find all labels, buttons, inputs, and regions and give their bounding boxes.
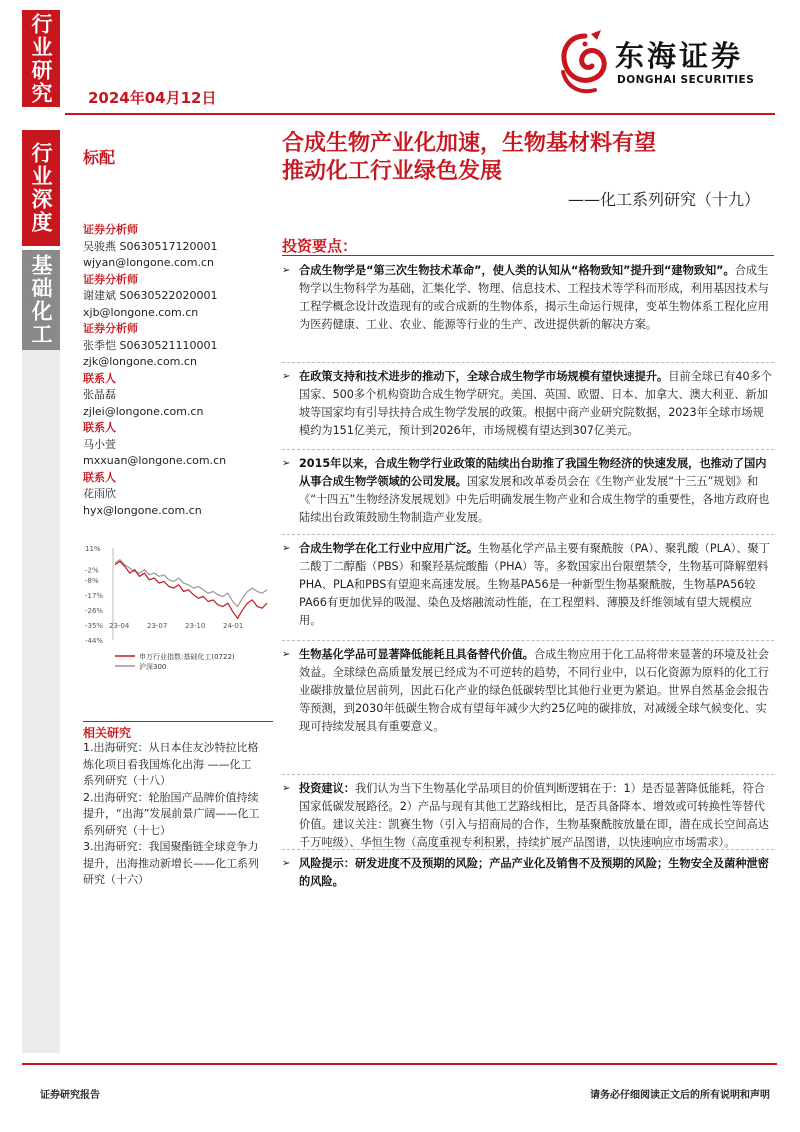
related-item-line: 系列研究（十八） <box>83 774 171 787</box>
analyst-role: 证券分析师 <box>83 322 138 335</box>
analyst-list <box>83 222 273 519</box>
bullet-separator <box>282 534 774 535</box>
series-line-chemical-index <box>115 561 267 618</box>
key-point-bold: 合成生物学是“第三次生物技术革命”，使人类的认知从“格物致知”提升到“建物致知”。 <box>299 264 735 277</box>
key-point-bold: 风险提示：研发进度不及预期的风险；产品产业化及销售不及预期的风险；生物安全及菌种泄密的风险。 <box>299 857 769 888</box>
key-point-text <box>299 368 772 440</box>
report-date: 2024年04月12日 <box>88 89 217 107</box>
related-item-line: 提升，“出海”发展前景广阔——化工 <box>83 807 260 820</box>
key-point-body: 我们认为当下生物基化学品项目的价值判断逻辑在于：1）是否显著降低能耗，符合国家低碳发展路径。2）产品与现有其他工艺路线相比，是否具备降本、增效或可转换性等替代价值。建议关注：凯赛生物（引入与招商局的合作，生物基聚酰胺放量在即，潜在成长空间高达千万吨级）、华恒生物（高度重视专利积累，持续扩展产品图谱，以快速响应市场需求）。 <box>299 782 769 849</box>
key-point-bold: 生物基化学品可显著降低能耗且具备替代价值。 <box>299 648 534 661</box>
logo-english-name: DONGHAI SECURITIES <box>617 74 755 86</box>
analyst-email: hyx@longone.com.cn <box>83 503 202 517</box>
key-point-body: 目前全球已有40多个国家、500多个机构资助合成生物学研究。美国、英国、欧盟、日本、加拿大、澳大利亚、新加坡等国家均有引导扶持合成生物学发展的政策。根据中商产业研究院数据，2023年全球市场规模约为151亿美元，预计到2026年，市场规模有望达到307亿美元。 <box>299 370 772 437</box>
related-divider <box>83 721 273 722</box>
analyst-email: mxxuan@longone.com.cn <box>83 454 227 467</box>
bullet-separator <box>282 774 774 775</box>
series-line-csi300 <box>115 560 267 607</box>
side-tab-label: 行业深度 <box>29 142 53 234</box>
key-point-item <box>282 780 772 852</box>
related-item-line: 提升，出海推动新增长——化工系列 <box>83 856 259 870</box>
key-point-text <box>299 780 772 852</box>
analyst-role: 联系人 <box>83 421 116 434</box>
related-item[interactable] <box>83 839 278 889</box>
legend-label: 沪深300 <box>139 663 167 671</box>
key-point-bold: 合成生物学在化工行业中应用广泛。 <box>299 542 479 555</box>
analyst-name: 马小萱 <box>83 437 116 451</box>
bullet-arrow-icon: ➢ <box>282 783 291 794</box>
key-point-bold: 投资建议： <box>299 782 355 795</box>
key-point-item <box>282 262 772 334</box>
y-tick-label: -2% <box>85 566 99 575</box>
key-point-bold: 在政策支持和技术进步的推动下，全球合成生物学市场规模有望快速提升。 <box>299 370 669 383</box>
x-tick-label: 23-07 <box>147 621 168 630</box>
bullet-arrow-icon: ➢ <box>282 265 291 276</box>
analyst-email: wjyan@longone.com.cn <box>83 256 214 269</box>
related-item-line: 1.出海研究：从日本住友沙特拉比格 <box>83 741 259 754</box>
key-point-item <box>282 455 772 527</box>
y-tick-label: 11% <box>85 545 101 553</box>
x-tick-label: 23-04 <box>109 621 130 630</box>
related-item[interactable] <box>83 740 278 790</box>
related-item-line: 研究（十六） <box>83 873 149 886</box>
related-research-list <box>83 740 278 889</box>
bullet-arrow-icon: ➢ <box>282 858 291 869</box>
key-points-title: 投资要点： <box>282 237 358 255</box>
key-point-body: 国家发展和改革委员会在《生物产业发展“十三五”规划》和《“十四五”生物经济发展规划》中先后明确发展生物产业和合成生物学的重要性，各地方政府也陆续出台政策鼓励生物制造产业发展。 <box>299 475 770 524</box>
analyst-role: 联系人 <box>83 371 116 385</box>
company-logo <box>555 28 775 103</box>
bullet-separator <box>282 449 774 450</box>
x-tick-label: 24-01 <box>223 621 244 630</box>
key-point-body: 合成生物学以生物科学为基础，汇集化学、物理、信息技术、工程技术等学科而形成，利用基因技术与工程学概念设计改造现有的或合成新的生物体系，揭示生命运行规律，变革生物体系工程化应用为医药健康、工业、农业、能源等行业的生产、改进提供新的解决方案。 <box>299 264 769 331</box>
key-point-body: 生物基化学产品主要有聚酰胺（PA）、聚乳酸（PLA）、聚丁二酸丁二醇酯（PBS）和聚羟基烷酸酯（PHA）等。多数国家出台限塑禁令，生物基可降解塑料PHA、PLA和PBS有望迎来高速发展。生物基PA56是一种新型生物基聚酰胺，生物基PA56较PA66有更加优异的吸湿、染色及熔融流动性能，在工程塑料、薄膜及纤维领域有望大规模应用。 <box>299 542 770 627</box>
title-line: 推动化工行业绿色发展 <box>282 159 503 184</box>
sidebar-background <box>22 250 60 1053</box>
side-tab-sector <box>22 250 60 350</box>
y-tick-label: -44% <box>85 637 104 645</box>
related-item-line: 系列研究（十七） <box>83 823 171 837</box>
bullet-arrow-icon: ➢ <box>282 543 291 554</box>
analyst-email: zjlei@longone.com.cn <box>83 404 204 418</box>
report-subtitle: ——化工系列研究（十九） <box>567 190 760 209</box>
bullet-separator <box>282 640 774 641</box>
x-tick-label: 23-10 <box>185 621 206 630</box>
y-tick-label: -17% <box>85 591 104 600</box>
key-point-body: 合成生物应用于化工品将带来显著的环境及社会效益。全球绿色高质量发展已经成为不可逆转的趋势，不同行业中，以石化资源为原料的化工行业碳排放量位居前列，因此石化产业的绿色低碳转型比其他行业更为紧迫。世界自然基金会报告等预测，到2030年低碳生物合成有望每年减少大约25亿吨的碳排放，对减缓全球气候变化、实现可持续发展具有重要意义。 <box>299 648 769 733</box>
bullet-arrow-icon: ➢ <box>282 649 291 660</box>
logo-chinese-name: 东海证券 <box>615 39 744 73</box>
key-point-bold: 2015年以来，合成生物学行业政策的陆续出台助推了我国生物经济的快速发展，也推动了国内从事合成生物学领域的公司发展。 <box>299 457 767 488</box>
y-tick-label: -26% <box>85 606 104 615</box>
dragon-logo-icon <box>555 28 615 98</box>
analyst-name: 张季恺 S0630521110001 <box>83 338 218 352</box>
legend-label: 申万行业指数:基础化工(0722) <box>139 653 235 661</box>
header-divider <box>65 113 775 115</box>
analyst-name: 花雨欣 <box>83 487 116 500</box>
footer-divider <box>22 1063 777 1065</box>
key-point-item <box>282 368 772 440</box>
side-tab-industry-depth <box>22 130 60 246</box>
analyst-role: 证券分析师 <box>83 223 138 236</box>
related-item-line: 3.出海研究：我国聚酯链全球竞争力 <box>83 840 259 853</box>
chart-svg <box>83 540 273 680</box>
key-point-item <box>282 855 772 891</box>
footer-report-type: 证券研究报告 <box>40 1090 100 1101</box>
key-point-text <box>299 540 772 630</box>
analyst-role: 联系人 <box>83 470 116 484</box>
bullet-arrow-icon: ➢ <box>282 458 291 469</box>
key-point-item <box>282 540 772 630</box>
analyst-role: 证券分析师 <box>83 272 138 286</box>
rating-label: 标配 <box>83 148 116 167</box>
bullet-separator <box>282 849 774 850</box>
index-performance-chart <box>83 540 273 680</box>
key-point-item <box>282 646 772 736</box>
key-point-text <box>299 262 772 334</box>
key-point-text <box>299 455 772 527</box>
y-tick-label: -35% <box>85 621 104 630</box>
analyst-name: 谢建斌 S0630522020001 <box>83 289 218 302</box>
analyst-email: zjk@longone.com.cn <box>83 355 197 368</box>
side-tab-label: 行业研究 <box>29 12 53 105</box>
analyst-name: 张晶磊 <box>83 388 116 401</box>
report-title <box>282 130 752 186</box>
bullet-arrow-icon: ➢ <box>282 371 291 382</box>
side-tab-label: 基础化工 <box>29 254 53 346</box>
y-tick-label: -8% <box>85 576 99 585</box>
key-point-text <box>299 646 772 736</box>
bullet-separator <box>282 362 774 363</box>
related-research-title: 相关研究 <box>83 726 132 740</box>
key-point-text <box>299 855 772 891</box>
footer-disclaimer: 请务必仔细阅读正文后的所有说明和声明 <box>590 1090 770 1101</box>
related-item[interactable] <box>83 790 278 840</box>
key-points-divider <box>282 255 774 256</box>
title-line: 合成生物产业化加速，生物基材料有望 <box>282 131 657 156</box>
related-item-line: 炼化项目看我国炼化出海 ——化工 <box>83 757 252 771</box>
related-item-line: 2.出海研究：轮胎国产品牌价值持续 <box>83 790 259 804</box>
analyst-name: 吴骏燕 S0630517120001 <box>83 239 218 253</box>
side-tab-industry-research <box>22 10 60 107</box>
analyst-email: xjb@longone.com.cn <box>83 305 199 319</box>
